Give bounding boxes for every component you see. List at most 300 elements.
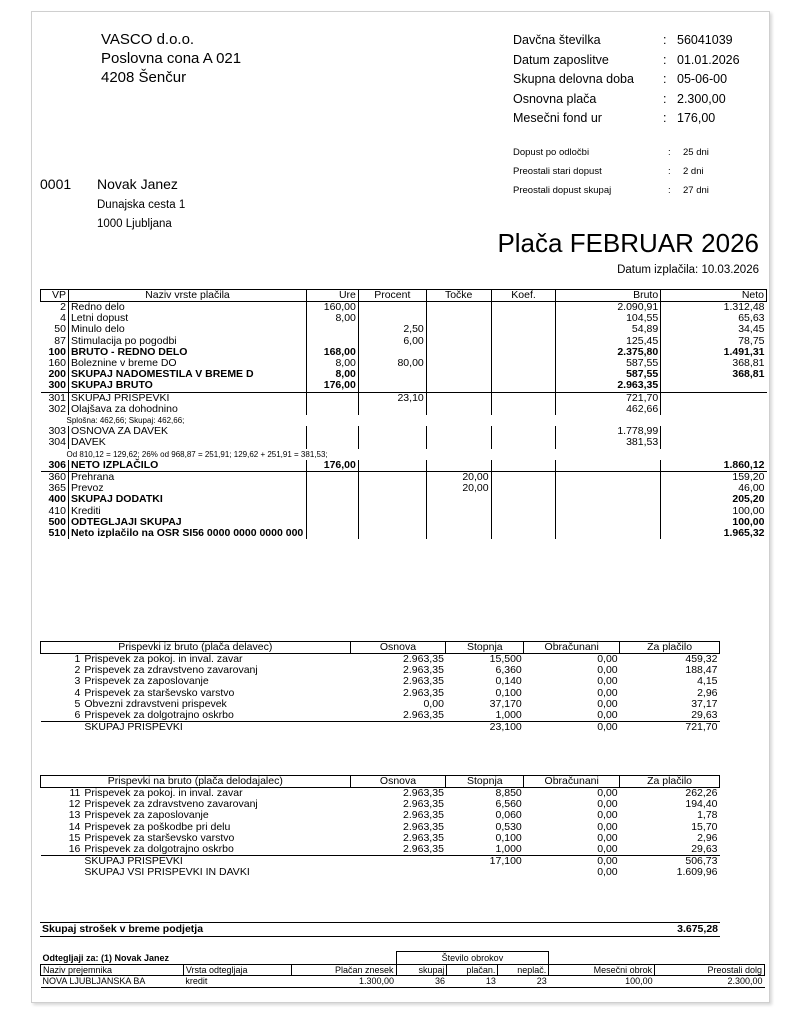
table-row [41,528,767,539]
info-value: 05-06-00 [677,72,728,86]
employee-code: 0001 [40,176,72,192]
cell-neto [661,426,767,437]
cell-procent [358,437,426,448]
cell-name: BRUTO - REDNO DELO [68,347,306,358]
cell-neto: 368,81 [661,358,767,369]
info-row [513,70,740,90]
info-label: Skupna delovna doba [513,72,634,86]
cell-bruto: 1.778,99 [556,426,661,437]
cell-vp: 400 [48,493,66,506]
cell-base: 2.963,35 [403,787,444,799]
cell-payable: 29,63 [691,843,718,856]
cell-tocke [426,528,491,539]
cell-name: SKUPAJ DODATKI [68,494,306,505]
cell-koef [491,336,556,347]
cell-bruto: 125,45 [556,336,661,347]
cell-base: 2.963,35 [403,664,444,677]
cell-number: 4 [74,686,81,699]
column-header: Naziv vrste plačila [68,290,306,302]
cell-rate: 8,850 [495,787,522,799]
cell-vp: 306 [48,458,66,471]
cell-empty [41,856,83,868]
cell-calculated: 0,00 [597,697,618,710]
cell-rate: 6,360 [495,664,522,677]
cell-name: Prispevek za dolgotrajno oskrbo [84,843,234,856]
cell-procent [358,426,426,437]
cell-number: 16 [68,843,81,856]
cell-name: Olajšava za dohodnino [68,404,306,415]
cell-name: Prispevek za starševsko varstvo [84,686,235,699]
cell-rate: 1,000 [495,843,522,856]
column-header: Obračunani [524,776,620,788]
cell-base: 2.963,35 [403,831,444,844]
cell-procent [358,483,426,494]
column-header: Mesečni obrok [549,964,655,976]
cell-ure [306,324,358,335]
info-value: 01.01.2026 [677,52,740,67]
cell-neto [661,437,767,448]
cell-total: 36 [396,976,447,988]
cell-tocke [426,426,491,437]
cell-vp: 300 [48,379,66,392]
cell-procent: 2,50 [358,324,426,335]
column-header: Obračunani [524,642,620,654]
cell-empty [350,856,446,868]
cell-bruto: 104,55 [556,313,661,324]
cell-tocke [426,404,491,415]
column-header: Naziv prejemnika [41,964,184,976]
cell-bruto: 462,66 [556,404,661,415]
column-header: Osnova [350,776,446,788]
employee-city: 1000 Ljubljana [97,218,172,230]
column-header: Točke [426,290,491,302]
cell-number: 11 [69,787,81,799]
cell-vp: 160 [48,357,66,370]
cell-tocke [426,380,491,392]
cell-ure: 176,00 [306,460,358,472]
cell-name: Prispevek za zdravstveno zavarovanj [84,798,258,811]
cell-calculated: 0,00 [597,798,618,811]
cell-koef [491,472,556,484]
cell-procent [358,506,426,517]
cell-vp: 87 [54,334,66,347]
cell-procent [358,494,426,505]
cell-number: 14 [68,820,81,833]
leave-label: Preostali dopust skupaj [513,185,612,196]
info-row [513,109,740,129]
cell-procent: 23,10 [358,392,426,404]
cell-procent: 80,00 [358,358,426,369]
cell-payable: 29,63 [691,709,718,722]
cell-bruto: 2.090,91 [556,302,661,314]
employee-heading [40,176,178,192]
leave-label: Dopust po odločbi [513,147,590,158]
cell-name: Obvezni zdravstveni prispevek [84,697,227,710]
cell-name: ODTEGLJAJI SKUPAJ [68,517,306,528]
employee-contributions-table [40,641,720,733]
cell-name: Krediti [68,506,306,517]
table-row [41,676,720,687]
cell-empty [41,867,83,878]
info-value: 176,00 [677,111,716,125]
total-row [41,867,720,878]
cell-calculated: 0,00 [597,820,618,833]
column-header: Stopnja [446,642,524,654]
cell-payable: 15,70 [691,820,718,833]
company-block [101,30,241,87]
cell-tocke [426,460,491,472]
cell-neto: 78,75 [661,336,767,347]
cell-empty [350,722,446,734]
cell-neto: 1.965,32 [661,528,767,539]
cell-vp: 4 [60,312,66,325]
leave-row [513,143,709,162]
cell-rate: 1,000 [495,709,522,722]
cell-koef [491,528,556,539]
cell-koef [491,302,556,314]
cell-koef [491,460,556,472]
column-header: Prispevki na bruto (plača delodajalec) [41,776,351,788]
column-header: Vrsta odtegljaja [183,964,291,976]
cell-calculated: 0,00 [597,675,618,688]
cell-ure [306,517,358,528]
cell-payable: 37,17 [691,697,718,710]
cell-number: 15 [68,831,81,844]
cell-name: Stimulacija po pogodbi [68,336,306,347]
cell-rate: 0,100 [495,686,522,699]
cell-payable: 262,26 [685,787,718,799]
cell-rate: 0,100 [495,831,522,844]
column-header: Procent [358,290,426,302]
total-cost-label: Skupaj strošek v breme podjetja [40,923,575,937]
cell-calculated: 0,00 [597,843,618,856]
cell-payable: 188,47 [685,664,718,677]
cell-name: SKUPAJ PRISPEVKI [68,392,306,404]
cell-koef [491,426,556,437]
cell-ure: 168,00 [306,347,358,358]
cell-name: SKUPAJ BRUTO [68,380,306,392]
cell-ure: 8,00 [306,313,358,324]
cell-koef [491,437,556,448]
total-name: SKUPAJ PRISPEVKI [82,722,350,734]
cell-koef [491,392,556,404]
cell-number: 3 [74,675,81,688]
calculation-note: Splošna: 462,66; Skupaj: 462,66; [66,416,185,426]
info-colon: : [663,33,667,47]
cell-type: kredit [183,976,291,988]
cell-ure [306,437,358,448]
cell-neto: 100,00 [661,517,767,528]
deductions-table [40,951,765,988]
cell-tocke [426,506,491,517]
cell-bruto [556,494,661,505]
cell-empty [350,867,446,878]
info-label: Davčna številka [513,33,601,47]
cell-payable: 2,96 [697,831,718,844]
column-header: Za plačilo [620,776,720,788]
column-header: Preostali dolg [655,964,765,976]
cell-remaining: 2.300,00 [655,976,765,988]
info-colon: : [663,52,667,67]
cell-koef [491,494,556,505]
cell-koef [491,324,556,335]
cell-neto [661,404,767,415]
cell-name: Prispevek za pokoj. in inval. zavar [84,653,243,665]
cell-neto: 205,20 [661,494,767,505]
cell-vp: 360 [41,472,69,484]
cell-neto: 368,81 [661,369,767,380]
column-header: Za plačilo [620,642,720,654]
cell-tocke [426,437,491,448]
cell-name: Prevoz [68,483,306,494]
cell-neto: 65,63 [661,313,767,324]
calculation-note: Od 810,12 = 129,62; 26% od 968,87 = 251,91; 129,62 + 251,91 = 381,53; [66,449,328,459]
cell-ure [306,528,358,539]
cell-tocke [426,358,491,369]
table-row [41,976,765,988]
cell-name: Boleznine v breme DO [68,358,306,369]
info-label: Mesečni fond ur [513,111,602,125]
cell-ure [306,392,358,404]
cell-koef [491,347,556,358]
cell-procent [358,472,426,484]
company-address-line1: Poslovna cona A 021 [101,50,242,67]
leave-row [513,181,709,200]
cell-tocke [426,324,491,335]
employee-address [97,196,185,234]
cell-name: Prispevek za dolgotrajno oskrbo [84,709,234,722]
cell-koef [491,517,556,528]
cell-recipient: NOVA LJUBLJANSKA BA [41,976,184,988]
cell-vp: 410 [48,504,66,517]
cell-name: Prispevek za zaposlovanje [84,675,209,688]
cell-tocke [426,313,491,324]
cell-payable: 459,32 [685,653,718,665]
leave-info-block [513,143,709,200]
cell-koef [491,369,556,380]
table-row [41,710,720,722]
cell-number: 1 [74,653,81,665]
cell-bruto: 721,70 [556,392,661,404]
cell-ure: 176,00 [306,380,358,392]
column-header: plačan. [447,964,498,976]
table-row [41,472,767,484]
employer-contributions-table [40,775,720,879]
total-cost-value: 3.675,28 [575,923,720,937]
meals-count-label: Število obrokov [396,952,549,965]
column-header: Bruto [556,290,661,302]
cell-procent [358,380,426,392]
cell-ure: 8,00 [306,369,358,380]
cell-unpaid: 23 [498,976,549,988]
cell-ure: 8,00 [306,358,358,369]
cell-rate: 15,500 [489,653,522,665]
cell-bruto [556,517,661,528]
column-header: Ure [306,290,358,302]
cell-base: 2.963,35 [403,843,444,856]
cell-base: 2.963,35 [403,686,444,699]
cell-name: OSNOVA ZA DAVEK [68,426,306,437]
cell-name: Prehrana [68,472,306,484]
cell-calculated: 0,00 [597,809,618,822]
column-header: Neto [661,290,767,302]
pay-date-line [617,264,759,276]
cell-neto [661,392,767,404]
cell-base: 2.963,35 [403,709,444,722]
table-row [41,324,767,335]
column-header: Plačan znesek [291,964,396,976]
employee-info-block [513,31,740,129]
cell-tocke [426,392,491,404]
cell-number: 12 [68,798,81,811]
cell-number: 5 [74,697,81,710]
info-value: 2.300,00 [677,91,726,106]
cell-tocke [426,347,491,358]
column-header: Prispevki iz bruto (plača delavec) [41,642,351,654]
cell-paid_n: 13 [447,976,498,988]
cell-name: NETO IZPLAČILO [68,460,306,472]
total-rate: 23,100 [446,722,524,734]
info-row [513,51,740,71]
total-calculated: 0,00 [524,722,620,734]
cell-tocke: 20,00 [426,472,491,484]
cell-bruto: 2.375,80 [556,347,661,358]
leave-colon: : [668,166,671,177]
cell-number: 6 [74,709,81,722]
column-header: skupaj [396,964,447,976]
info-colon: : [663,111,667,125]
cell-bruto: 2.963,35 [556,380,661,392]
cell-rate: 0,530 [495,820,522,833]
column-header: Koef. [491,290,556,302]
cell-bruto [556,472,661,484]
total-payable: 721,70 [620,722,720,734]
cell-koef [491,404,556,415]
cell-empty [41,722,83,734]
total-name: SKUPAJ VSI PRISPEVKI IN DAVKI [84,866,250,879]
total-row [41,722,720,734]
cell-tocke: 20,00 [426,483,491,494]
cell-tocke [426,494,491,505]
cell-procent [358,528,426,539]
cell-name: Prispevek za zdravstveno zavarovanj [84,664,258,677]
leave-colon: : [668,147,671,158]
cell-vp: 100 [48,345,66,358]
cell-vp: 302 [48,402,66,415]
cell-bruto [556,528,661,539]
info-label: Datum zaposlitve [513,52,609,67]
cell-payable: 194,40 [685,798,718,811]
table-row [41,437,767,448]
cell-vp: 2 [60,301,66,313]
cell-tocke [426,302,491,314]
cell-name: Letni dopust [68,313,306,324]
cell-calculated: 0,00 [597,831,618,844]
cell-koef [491,358,556,369]
cell-bruto [556,506,661,517]
cell-koef [491,313,556,324]
cell-payable: 4,15 [697,675,718,688]
table-row [41,404,767,415]
table-row [41,494,767,505]
cell-calculated: 0,00 [597,653,618,665]
cell-rate: 0,060 [495,809,522,822]
cell-neto: 46,00 [661,483,767,494]
cell-vp: 301 [41,392,69,404]
cell-name: SKUPAJ NADOMESTILA V BREME D [68,369,306,380]
cell-paid: 1.300,00 [291,976,396,988]
cell-rate: 37,170 [489,697,522,710]
cell-koef [491,506,556,517]
table-row [41,810,720,821]
cell-rate: 6,560 [495,798,522,811]
total-payable: 1.609,96 [676,866,718,879]
company-address-line2: 4208 Šenčur [101,69,187,86]
cell-payable: 2,96 [697,686,718,699]
cell-tocke [426,517,491,528]
cell-calculated: 0,00 [597,686,618,699]
total-calculated: 0,00 [524,856,620,868]
cell-vp: 365 [48,482,66,495]
cell-name: Prispevek za pokoj. in inval. zavar [84,787,243,799]
cell-number: 2 [74,664,81,677]
employee-name: Novak Janez [97,176,178,192]
cell-ure [306,472,358,484]
cell-name: Prispevek za zaposlovanje [84,809,209,822]
cell-monthly: 100,00 [549,976,655,988]
cell-procent [358,302,426,314]
cell-name: Minulo delo [68,324,306,335]
cell-name: Neto izplačilo na OSR SI56 0000 0000 0000 000 [68,528,306,539]
cell-name: DAVEK [68,437,306,448]
info-row [513,90,740,110]
column-header: Osnova [350,642,446,654]
info-colon: : [663,91,667,106]
cell-vp: 303 [48,425,66,438]
cell-neto: 34,45 [661,324,767,335]
table-row [41,460,767,472]
cell-bruto [556,460,661,472]
cell-rate: 0,140 [495,675,522,688]
info-value: 56041039 [677,33,733,47]
cell-vp: 304 [48,436,66,449]
cell-name: Prispevek za poškodbe pri delu [84,820,231,833]
cell-number: 13 [68,809,81,822]
cell-vp: 500 [48,515,66,528]
cell-bruto: 54,89 [556,324,661,335]
cell-koef [491,483,556,494]
cell-base: 0,00 [423,697,444,710]
cell-payable: 1,78 [697,809,718,822]
total-rate: 17,100 [446,856,524,868]
cell-calculated: 0,00 [597,787,618,799]
cell-koef [491,380,556,392]
leave-label: Preostali stari dopust [513,166,602,177]
total-name: SKUPAJ PRISPEVKI [82,856,350,868]
cell-base: 2.963,35 [403,809,444,822]
cell-bruto [556,483,661,494]
cell-calculated: 0,00 [597,664,618,677]
cell-ure [306,506,358,517]
leave-row [513,162,709,181]
cell-ure [306,426,358,437]
cell-neto [661,380,767,392]
cell-bruto: 587,55 [556,369,661,380]
cell-neto: 1.860,12 [661,460,767,472]
column-header: VP [41,290,69,302]
cell-bruto: 381,53 [556,437,661,448]
table-row [41,844,720,856]
